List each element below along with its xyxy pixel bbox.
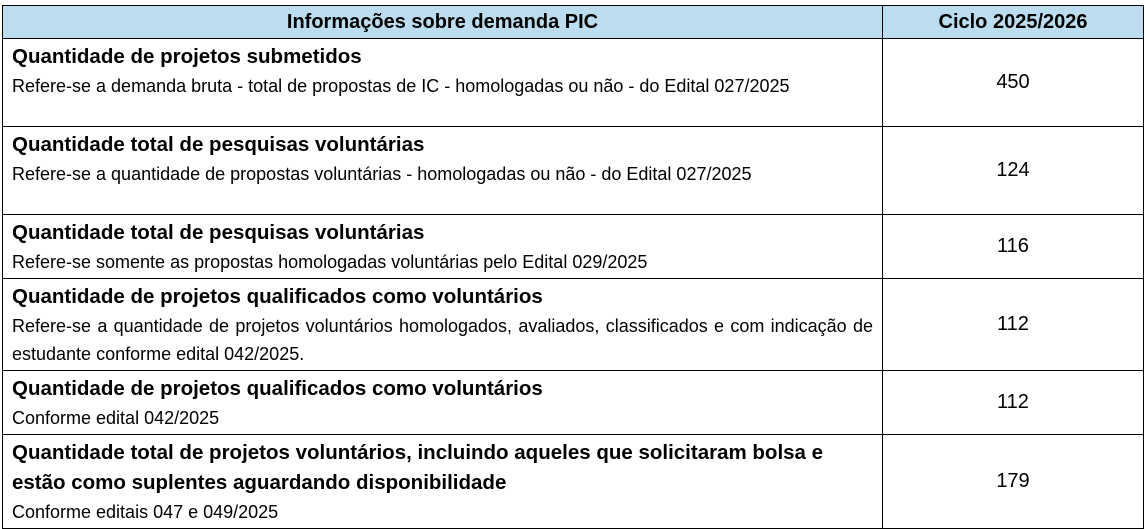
- row-note: Refere-se somente as propostas homologadas voluntárias pelo Edital 029/2025: [12, 252, 648, 272]
- row-value: 116: [883, 215, 1144, 279]
- row-value: 124: [883, 127, 1144, 215]
- pic-demand-table-container: [2, 5, 1143, 529]
- row-description: [3, 279, 883, 371]
- row-value: 450: [883, 39, 1144, 127]
- table-row: [3, 371, 1144, 435]
- table-row: [3, 127, 1144, 215]
- row-description: [3, 371, 883, 435]
- header-info: Informações sobre demanda PIC: [3, 6, 883, 39]
- pic-demand-table: [2, 5, 1144, 529]
- row-description: [3, 435, 883, 529]
- header-cycle: Ciclo 2025/2026: [883, 6, 1144, 39]
- row-title: Quantidade de projetos qualificados como voluntários: [12, 377, 543, 400]
- row-value: 112: [883, 279, 1144, 371]
- row-note: Refere-se a quantidade de projetos voluntários homologados, avaliados, classificados e com indicação de estudante conforme edital 042/2025.: [12, 316, 873, 364]
- row-title: Quantidade total de projetos voluntários, incluindo aqueles que solicitaram bolsa e estão como suplentes aguardando disponibilidade: [12, 441, 824, 494]
- table-row: [3, 39, 1144, 127]
- row-note: Conforme edital 042/2025: [12, 408, 220, 428]
- row-title: Quantidade total de pesquisas voluntárias: [12, 133, 425, 156]
- row-title: Quantidade total de pesquisas voluntárias: [12, 221, 425, 244]
- row-value: 112: [883, 371, 1144, 435]
- row-note: Conforme editais 047 e 049/2025: [12, 502, 279, 522]
- row-title: Quantidade de projetos qualificados como voluntários: [12, 285, 543, 308]
- table-row: [3, 279, 1144, 371]
- row-description: [3, 39, 883, 127]
- table-row: [3, 215, 1144, 279]
- row-note: Refere-se a quantidade de propostas voluntárias - homologadas ou não - do Edital 027/2025: [12, 164, 752, 184]
- table-row: [3, 435, 1144, 529]
- row-description: [3, 215, 883, 279]
- row-description: [3, 127, 883, 215]
- row-title: Quantidade de projetos submetidos: [12, 45, 362, 68]
- row-note: Refere-se a demanda bruta - total de propostas de IC - homologadas ou não - do Edital 027/2025: [12, 76, 790, 96]
- row-value: 179: [883, 435, 1144, 529]
- table-header-row: [3, 6, 1144, 39]
